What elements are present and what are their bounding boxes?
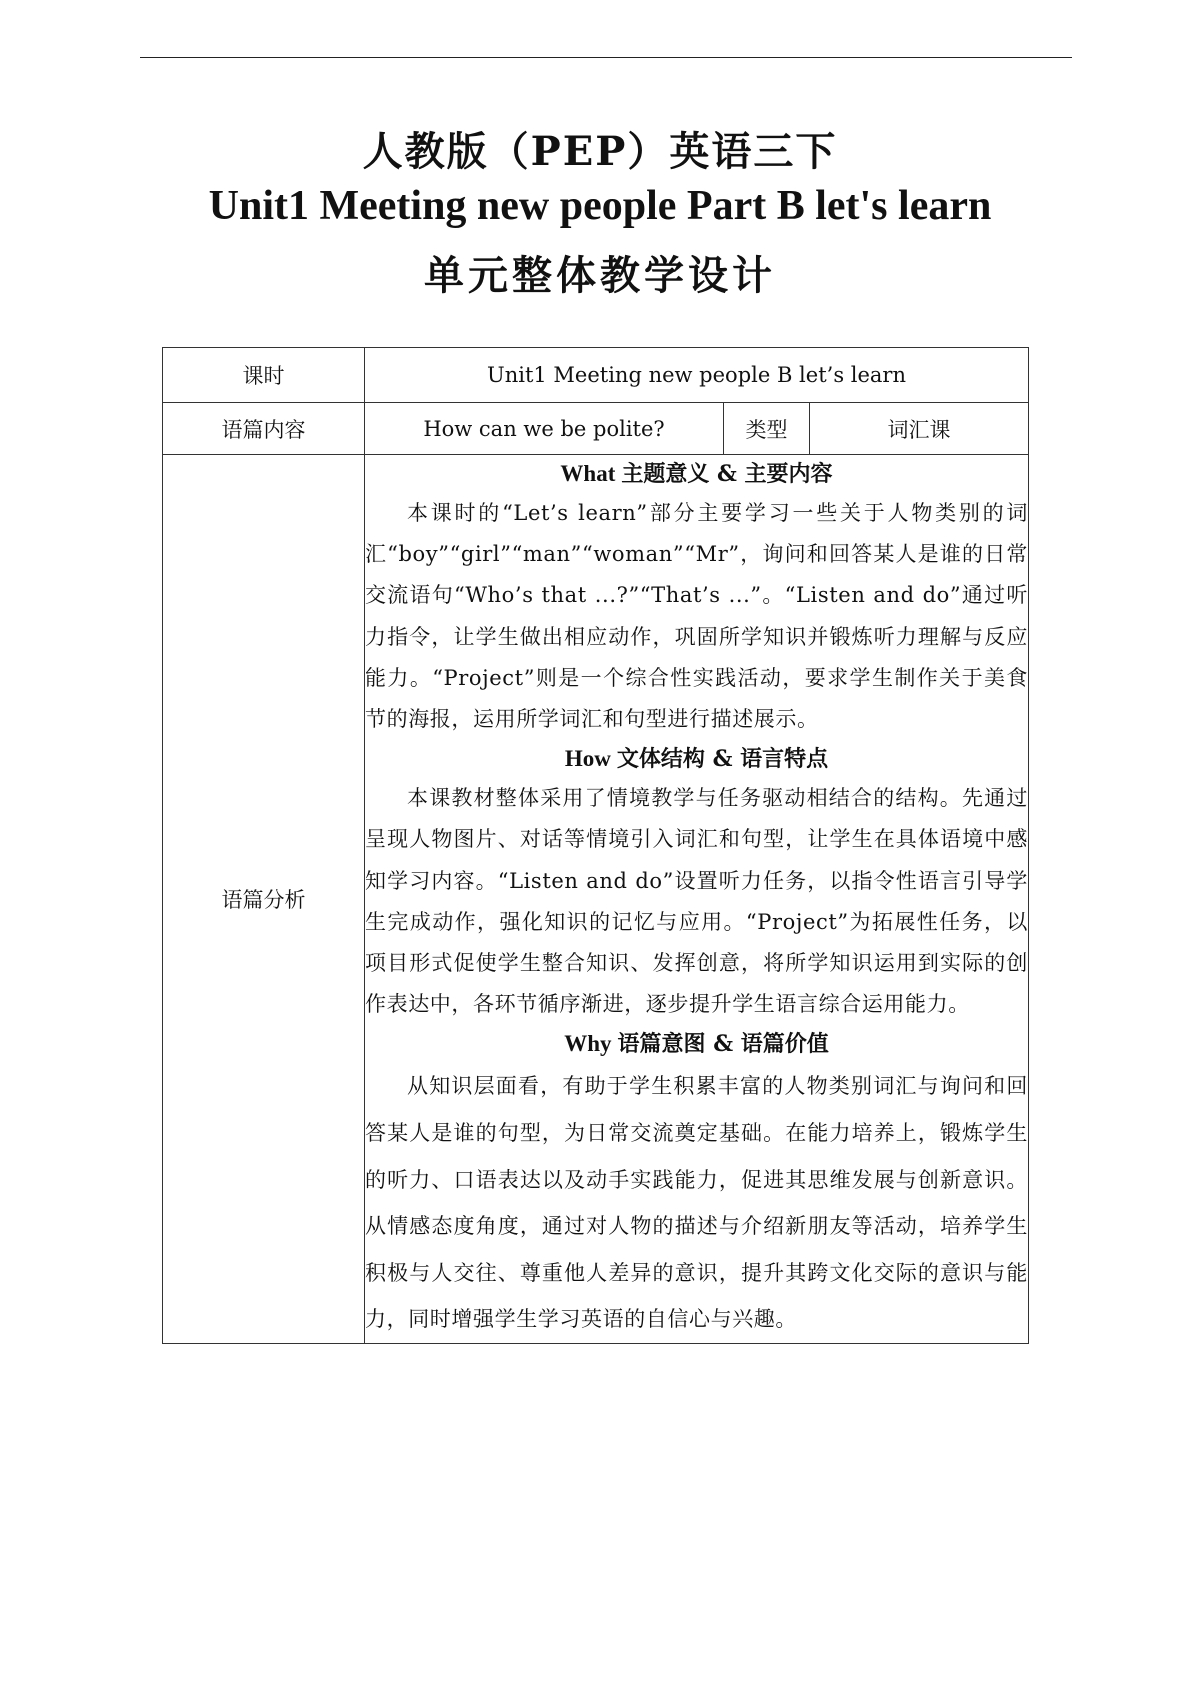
why-paragraph: 从知识层面看，有助于学生积累丰富的人物类别词汇与询问和回答某人是谁的句型，为日常交流奠定基础。在能力培养上，锻炼学生的听力、口语表达以及动手实践能力，促进其思维发展与创新意识。从情感态度角度，通过对人物的描述与介绍新朋友等活动，培养学生积极与人交往、尊重他人差异的意识，提升其跨文化交际的意识与能力，同时增强学生学习英语的自信心与兴趣。	[365, 1074, 1028, 1332]
document-title-line1: 人教版（PEP）英语三下	[362, 128, 838, 175]
lesson-plan-table	[162, 347, 1029, 1344]
what-paragraph: 本课时的“Let’s learn”部分主要学习一些关于人物类别的词汇“boy”“girl”“man”“woman”“Mr”，询问和回答某人是谁的日常交流语句“Who’s that ...?”“That’s ...”。“Listen and do”通过听力指令，让学生做出相应动作，巩固所学知识并锻炼听力理解与反应能力。“Project”则是一个综合性实践活动，要求学生制作关于美食节的海报，运用所学词汇和句型进行描述展示。	[365, 501, 1028, 732]
header-rule	[140, 57, 1072, 58]
table-row-lesson	[163, 348, 1029, 403]
how-key: How	[564, 746, 611, 772]
table-row-content	[163, 403, 1029, 455]
lesson-label-cell: 课时	[163, 348, 365, 403]
lesson-value-cell: Unit1 Meeting new people B let’s learn	[365, 348, 1029, 403]
how-heading	[365, 740, 1028, 778]
how-title: 文体结构 & 语言特点	[616, 746, 829, 773]
document-title-line2: Unit1 Meeting new people Part B let's learn	[208, 183, 992, 229]
what-title: 主题意义 & 主要内容	[621, 461, 833, 487]
content-value-cell: How can we be polite?	[365, 403, 724, 455]
content-label-cell: 语篇内容	[163, 403, 365, 455]
analysis-content-cell	[365, 455, 1029, 1344]
why-title: 语篇意图 & 语篇价值	[617, 1031, 829, 1058]
table-row-analysis	[163, 455, 1029, 1344]
why-key: Why	[564, 1031, 612, 1057]
how-paragraph: 本课教材整体采用了情境教学与任务驱动相结合的结构。先通过呈现人物图片、对话等情境引入词汇和句型，让学生在具体语境中感知学习内容。“Listen and do”设置听力任务，以指令性语言引导学生完成动作，强化知识的记忆与应用。“Project”为拓展性任务，以项目形式促使学生整合知识、发挥创意，将所学知识运用到实际的创作表达中，各环节循序渐进，逐步提升学生语言综合运用能力。	[365, 786, 1028, 1017]
why-heading	[365, 1025, 1028, 1063]
analysis-label-cell: 语篇分析	[163, 455, 365, 1344]
document-title-line3: 单元整体教学设计	[424, 252, 776, 299]
what-key: What	[560, 461, 616, 486]
what-heading	[365, 455, 1028, 493]
type-label-cell: 类型	[724, 403, 810, 455]
type-value-cell: 词汇课	[810, 403, 1029, 455]
